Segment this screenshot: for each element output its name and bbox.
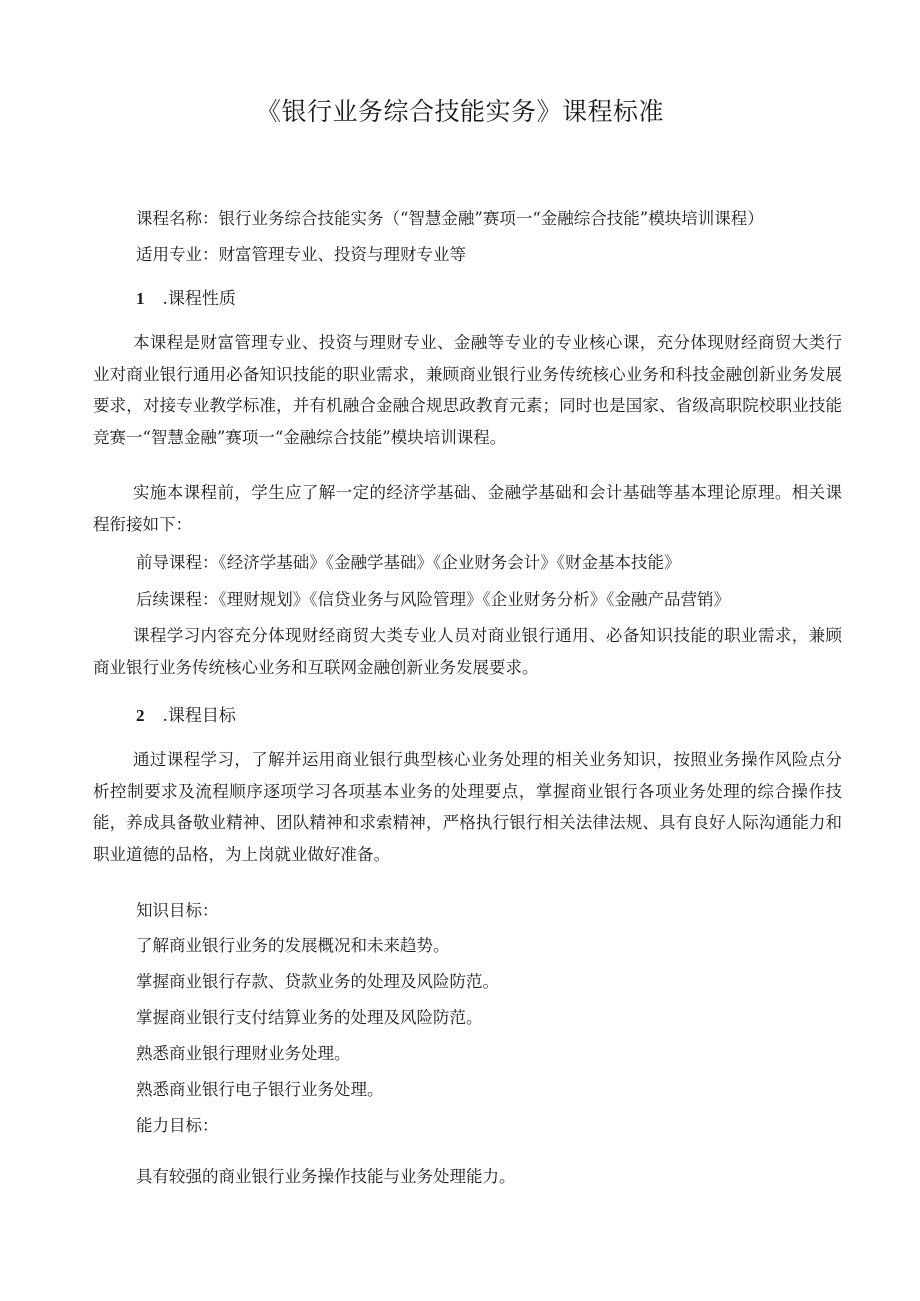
- prerequisite-courses: 前导课程：《经济学基础》《金融学基础》《企业财务会计》《财金基本技能》: [136, 553, 681, 572]
- section-2-title: .课程目标: [162, 706, 236, 726]
- knowledge-item: 熟悉商业银行理财业务处理。: [136, 1044, 351, 1063]
- section-1-number: 1: [136, 289, 145, 308]
- section-1-paragraph-3: 课程学习内容充分体现财经商贸大类专业人员对商业银行通用、必备知识技能的职业需求，兼顾商业银行业务传统核心业务和互联网金融创新业务发展要求。: [93, 626, 842, 677]
- document-title: 《银行业务综合技能实务》课程标准: [255, 97, 664, 126]
- knowledge-item: 掌握商业银行支付结算业务的处理及风险防范。: [136, 1008, 483, 1027]
- course-name: 课程名称：银行业务综合技能实务（“智慧金融”赛项一“金融综合技能”模块培训课程）: [136, 209, 764, 228]
- knowledge-item: 了解商业银行业务的发展概况和未来趋势。: [136, 936, 450, 955]
- applicable-major: 适用专业：财富管理专业、投资与理财专业等: [136, 245, 466, 264]
- section-1-heading: [136, 284, 236, 309]
- knowledge-item: 掌握商业银行存款、贷款业务的处理及风险防范。: [136, 972, 499, 991]
- follow-up-courses: 后续课程：《理财规划》《信贷业务与风险管理》《企业财务分析》《金融产品营销》: [136, 590, 730, 609]
- section-2-heading: [136, 701, 236, 726]
- section-2-number: 2: [136, 706, 145, 725]
- ability-goals-label: 能力目标：: [136, 1116, 219, 1135]
- ability-item: 具有较强的商业银行业务操作技能与业务处理能力。: [136, 1167, 516, 1186]
- knowledge-goals-label: 知识目标：: [136, 901, 219, 920]
- section-1-title: .课程性质: [162, 289, 236, 309]
- section-1-paragraph-2: 实施本课程前，学生应了解一定的经济学基础、金融学基础和会计基础等基本理论原理。相关课程衔接如下：: [93, 483, 842, 534]
- knowledge-item: 熟悉商业银行电子银行业务处理。: [136, 1080, 384, 1099]
- section-2-paragraph-1: 通过课程学习，了解并运用商业银行典型核心业务处理的相关业务知识，按照业务操作风险点分析控制要求及流程顺序逐项学习各项基本业务的处理要点，掌握商业银行各项业务处理的综合操作技能，养成具备敬业精神、团队精神和求索精神，严格执行银行相关法律法规、具有良好人际沟通能力和职业道德的品格，为上岗就业做好准备。: [93, 750, 842, 864]
- section-1-paragraph-1: 本课程是财富管理专业、投资与理财专业、金融等专业的专业核心课，充分体现财经商贸大类行业对商业银行通用必备知识技能的职业需求，兼顾商业银行业务传统核心业务和科技金融创新业务发展要求，对接专业教学标准，并有机融合金融合规思政教育元素；同时也是国家、省级高职院校职业技能竞赛一“智慧金融”赛项一“金融综合技能”模块培训课程。: [93, 333, 842, 447]
